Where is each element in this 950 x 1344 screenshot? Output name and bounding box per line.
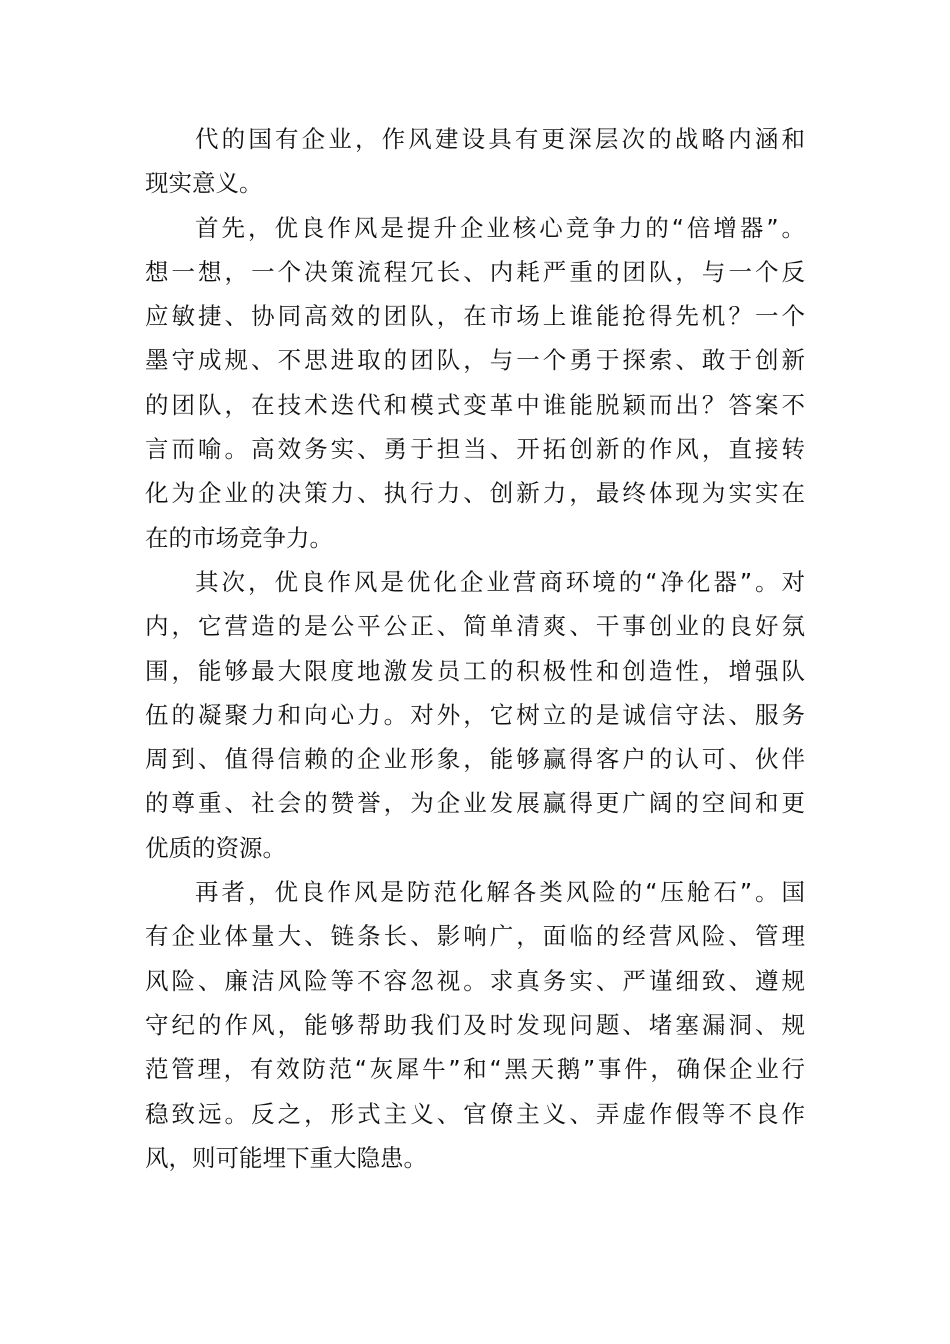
text-line: 言而喻。高效务实、勇于担当、开拓创新的作风，直接转 — [145, 435, 805, 464]
paragraph-intro-continuation — [145, 117, 805, 206]
text-line: 现实意义。 — [145, 169, 263, 198]
text-line: 风险、廉洁风险等不容忽视。求真务实、严谨细致、遵规 — [145, 966, 805, 995]
text-line: 风，则可能埋下重大隐患。 — [145, 1143, 427, 1172]
text-line: 再者，优良作风是防范化解各类风险的“压舱石”。国 — [195, 878, 805, 907]
text-line: 想一想，一个决策流程冗长、内耗严重的团队，与一个反 — [145, 257, 805, 286]
paragraph-first-point — [145, 206, 805, 560]
text-line: 围，能够最大限度地激发员工的积极性和创造性，增强队 — [145, 656, 805, 685]
document-body — [145, 117, 805, 1180]
text-line: 周到、值得信赖的企业形象，能够赢得客户的认可、伙伴 — [145, 745, 805, 774]
text-line: 内，它营造的是公平公正、简单清爽、干事创业的良好氛 — [145, 612, 805, 641]
paragraph-third-point — [145, 870, 805, 1180]
text-line: 有企业体量大、链条长、影响广，面临的经营风险、管理 — [145, 922, 805, 951]
text-line: 化为企业的决策力、执行力、创新力，最终体现为实实在 — [145, 479, 805, 508]
text-line: 其次，优良作风是优化企业营商环境的“净化器”。对 — [195, 567, 805, 596]
text-line: 首先，优良作风是提升企业核心竞争力的“倍增器”。 — [195, 213, 805, 242]
text-line: 稳致远。反之，形式主义、官僚主义、弄虚作假等不良作 — [145, 1099, 805, 1128]
text-line: 代的国有企业，作风建设具有更深层次的战略内涵和 — [195, 125, 805, 153]
text-line: 墨守成规、不思进取的团队，与一个勇于探索、敢于创新 — [145, 346, 805, 375]
text-line: 伍的凝聚力和向心力。对外，它树立的是诚信守法、服务 — [145, 700, 805, 729]
text-line: 范管理，有效防范“灰犀牛”和“黑天鹅”事件，确保企业行 — [145, 1055, 805, 1084]
text-line: 应敏捷、协同高效的团队，在市场上谁能抢得先机？一个 — [145, 302, 805, 331]
text-line: 守纪的作风，能够帮助我们及时发现问题、堵塞漏洞、规 — [145, 1010, 805, 1039]
text-line: 优质的资源。 — [145, 833, 286, 862]
paragraph-second-point — [145, 560, 805, 870]
text-line: 的尊重、社会的赞誉，为企业发展赢得更广阔的空间和更 — [145, 789, 805, 818]
text-line: 的团队，在技术迭代和模式变革中谁能脱颖而出？答案不 — [145, 390, 805, 419]
text-line: 在的市场竞争力。 — [145, 523, 333, 552]
